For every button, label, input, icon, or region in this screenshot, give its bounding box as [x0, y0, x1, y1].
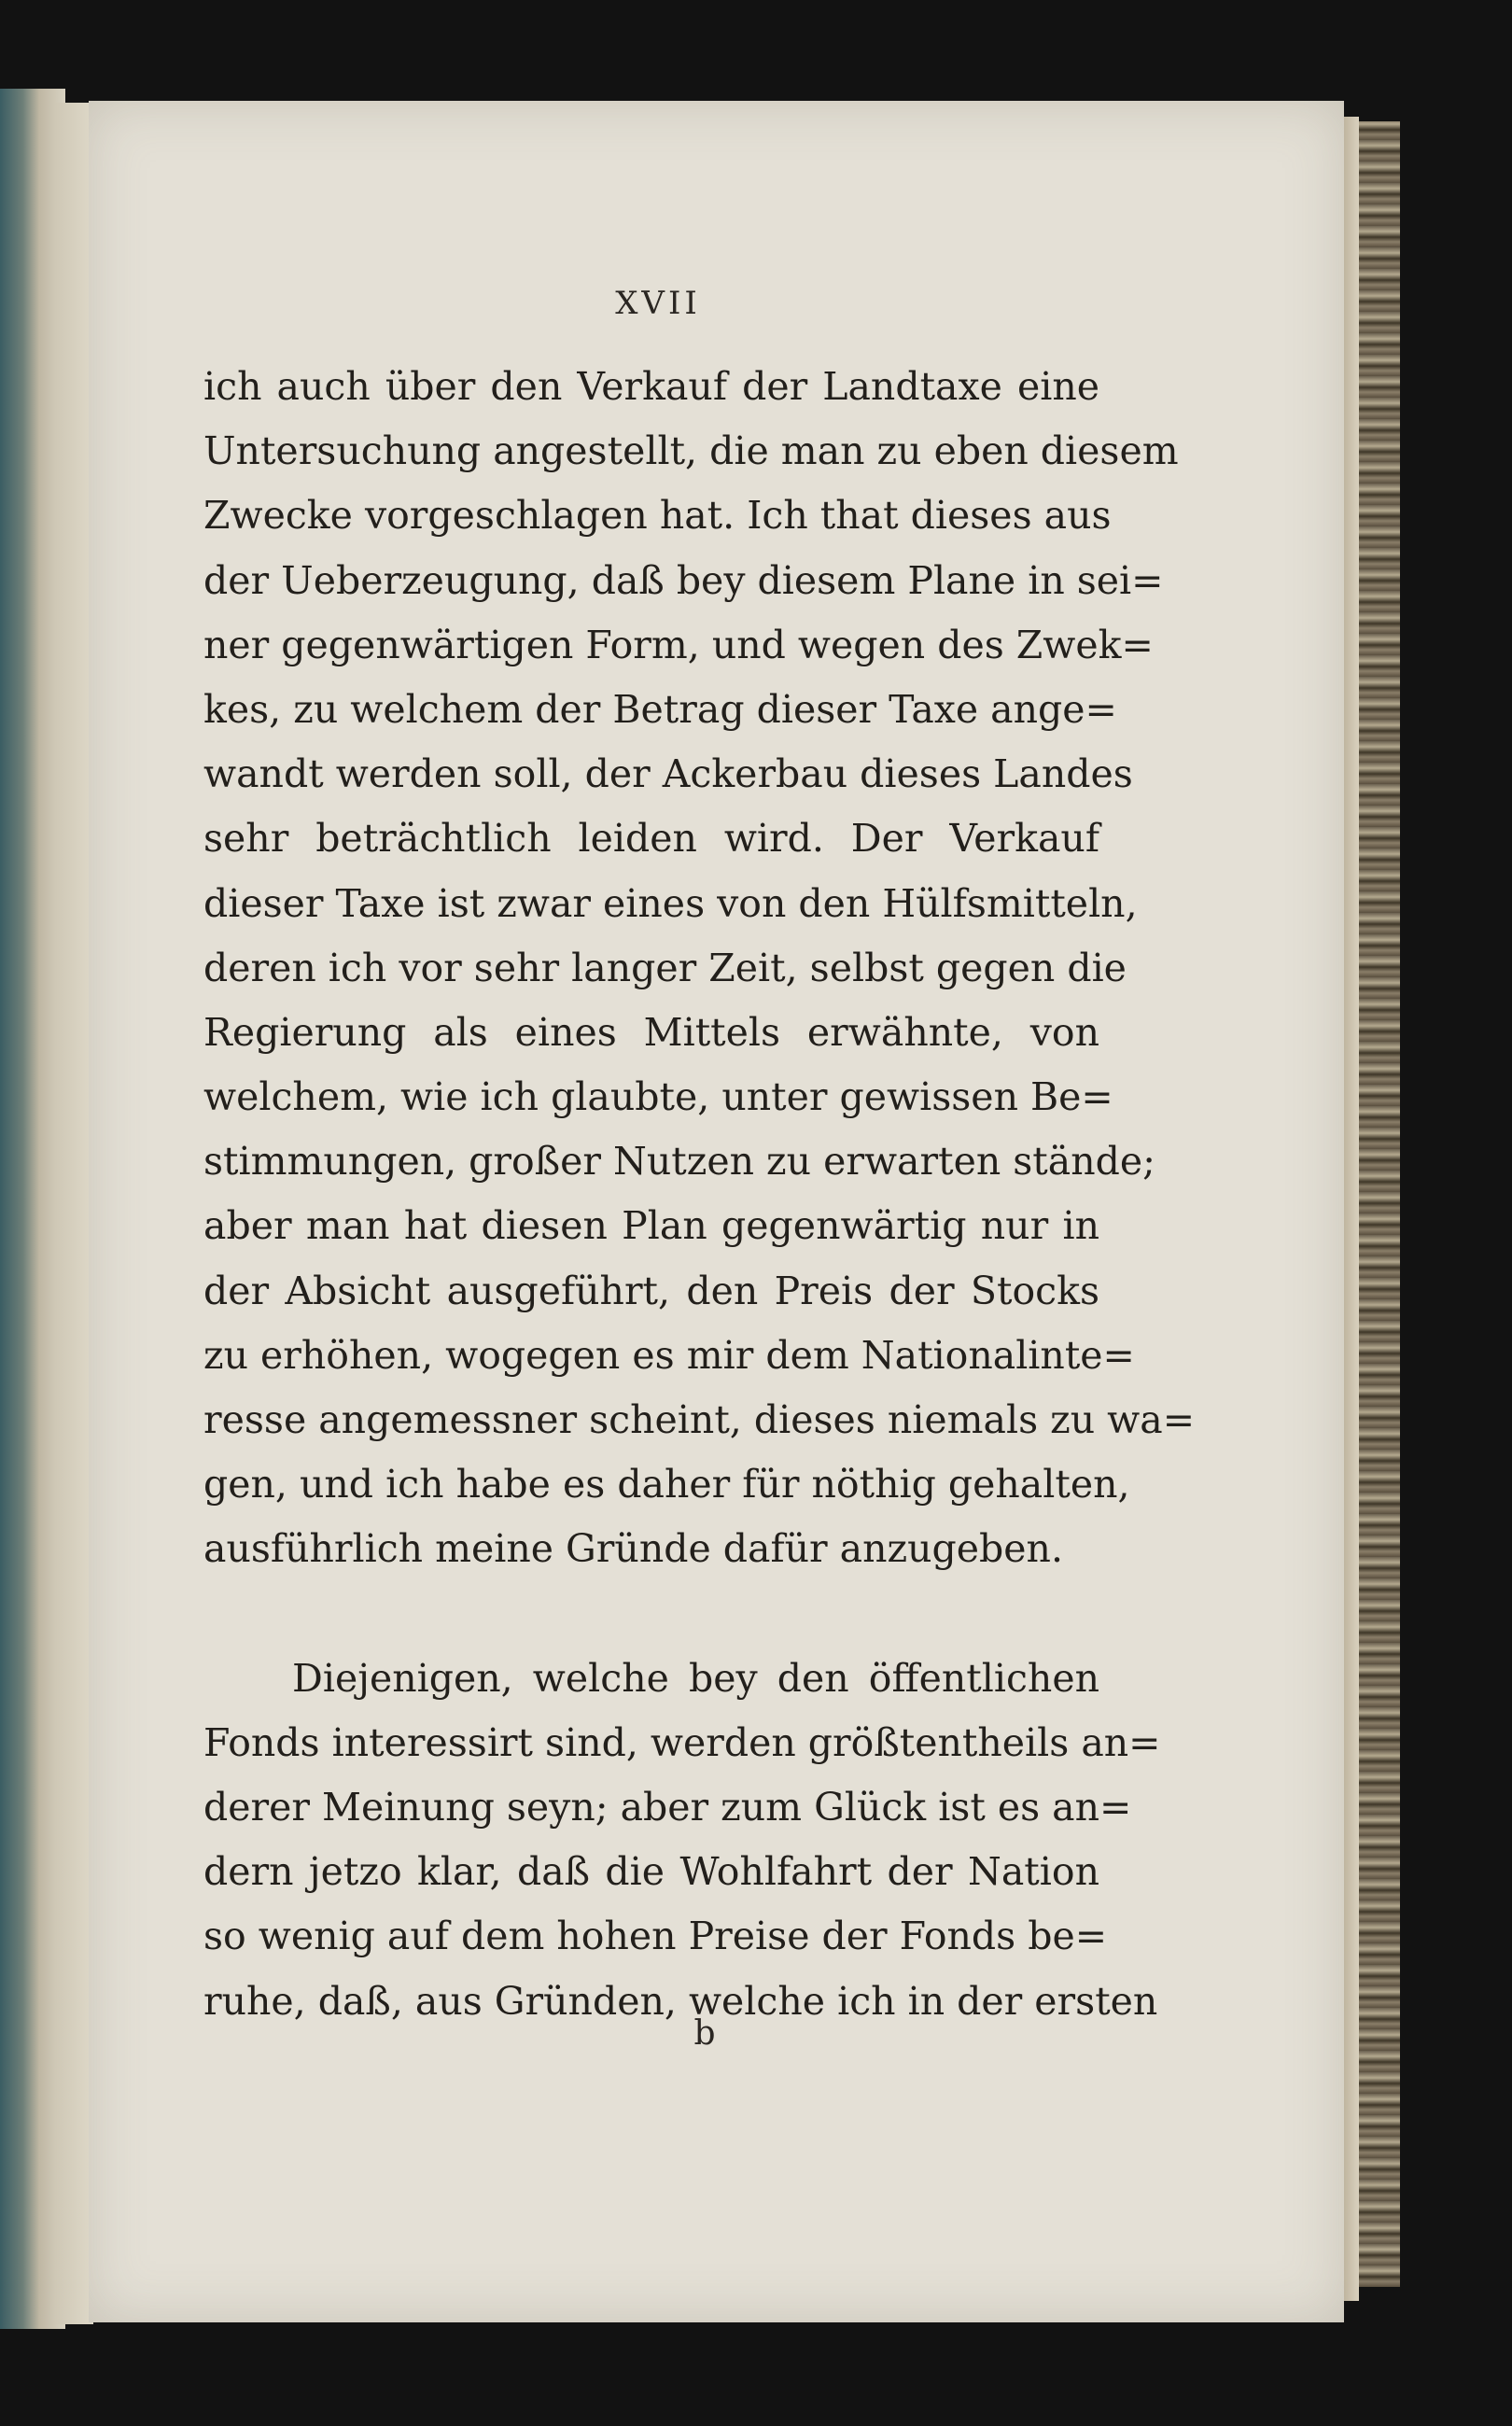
text-line: der Absicht ausgeführt, den Preis der Stocks: [203, 1268, 1099, 1313]
text-line: deren ich vor sehr langer Zeit, selbst gegen die: [203, 945, 1127, 990]
text-line: stimmungen, großer Nutzen zu erwarten stände;: [203, 1139, 1155, 1185]
text-line: ich auch über den Verkauf der Landtaxe eine: [203, 364, 1099, 409]
text-line: Zwecke vorgeschlagen hat. Ich that dieses aus: [203, 493, 1112, 539]
text-line: Regierung als eines Mittels erwähnte, von: [203, 1009, 1099, 1055]
text-line: Untersuchung angestellt, die man zu eben diesem: [203, 428, 1179, 474]
paragraph-2: [203, 1647, 1161, 2034]
signature-mark: b: [693, 2014, 716, 2053]
text-line: ruhe, daß, aus Gründen, welche ich in der ersten: [203, 1978, 1158, 2024]
text-line: der Ueberzeugung, daß bey diesem Plane in sei=: [203, 557, 1164, 603]
text-line: dieser Taxe ist zwar eines von den Hülfsmitteln,: [203, 880, 1138, 926]
text-line: aber man hat diesen Plan gegenwärtig nur in: [203, 1203, 1099, 1249]
text-line: Diejenigen, welche bey den öffentlichen: [292, 1655, 1099, 1701]
text-line: derer Meinung seyn; aber zum Glück ist es an=: [203, 1784, 1132, 1830]
text-line: wandt werden soll, der Ackerbau dieses Landes: [203, 751, 1133, 797]
text-line: resse angemessner scheint, dieses niemals zu wa=: [203, 1397, 1196, 1442]
text-line: ausführlich meine Gründe dafür anzugeben.: [203, 1526, 1063, 1572]
text-line: kes, zu welchem der Betrag dieser Taxe ange=: [203, 686, 1117, 732]
text-line: ner gegenwärtigen Form, und wegen des Zwek=: [203, 622, 1154, 667]
left-page-strip: [56, 103, 93, 2324]
text-line: so wenig auf dem hohen Preise der Fonds be=: [203, 1914, 1108, 1959]
text-line: zu erhöhen, wogegen es mir dem Nationalinte=: [203, 1332, 1135, 1378]
page-text: [203, 355, 1196, 2034]
paragraph-gap: [203, 1582, 1099, 1647]
paragraph-1: [203, 355, 1196, 1582]
text-line: dern jetzo klar, daß die Wohlfahrt der Nation: [203, 1849, 1099, 1895]
page-number: XVII: [615, 285, 701, 322]
text-line: gen, und ich habe es daher für nöthig gehalten,: [203, 1462, 1130, 1507]
text-line: welchem, wie ich glaubte, unter gewissen Be=: [203, 1074, 1113, 1120]
text-line: Fonds interessirt sind, werden größtentheils an=: [203, 1719, 1161, 1765]
text-line: sehr beträchtlich leiden wird. Der Verkauf: [203, 816, 1099, 862]
